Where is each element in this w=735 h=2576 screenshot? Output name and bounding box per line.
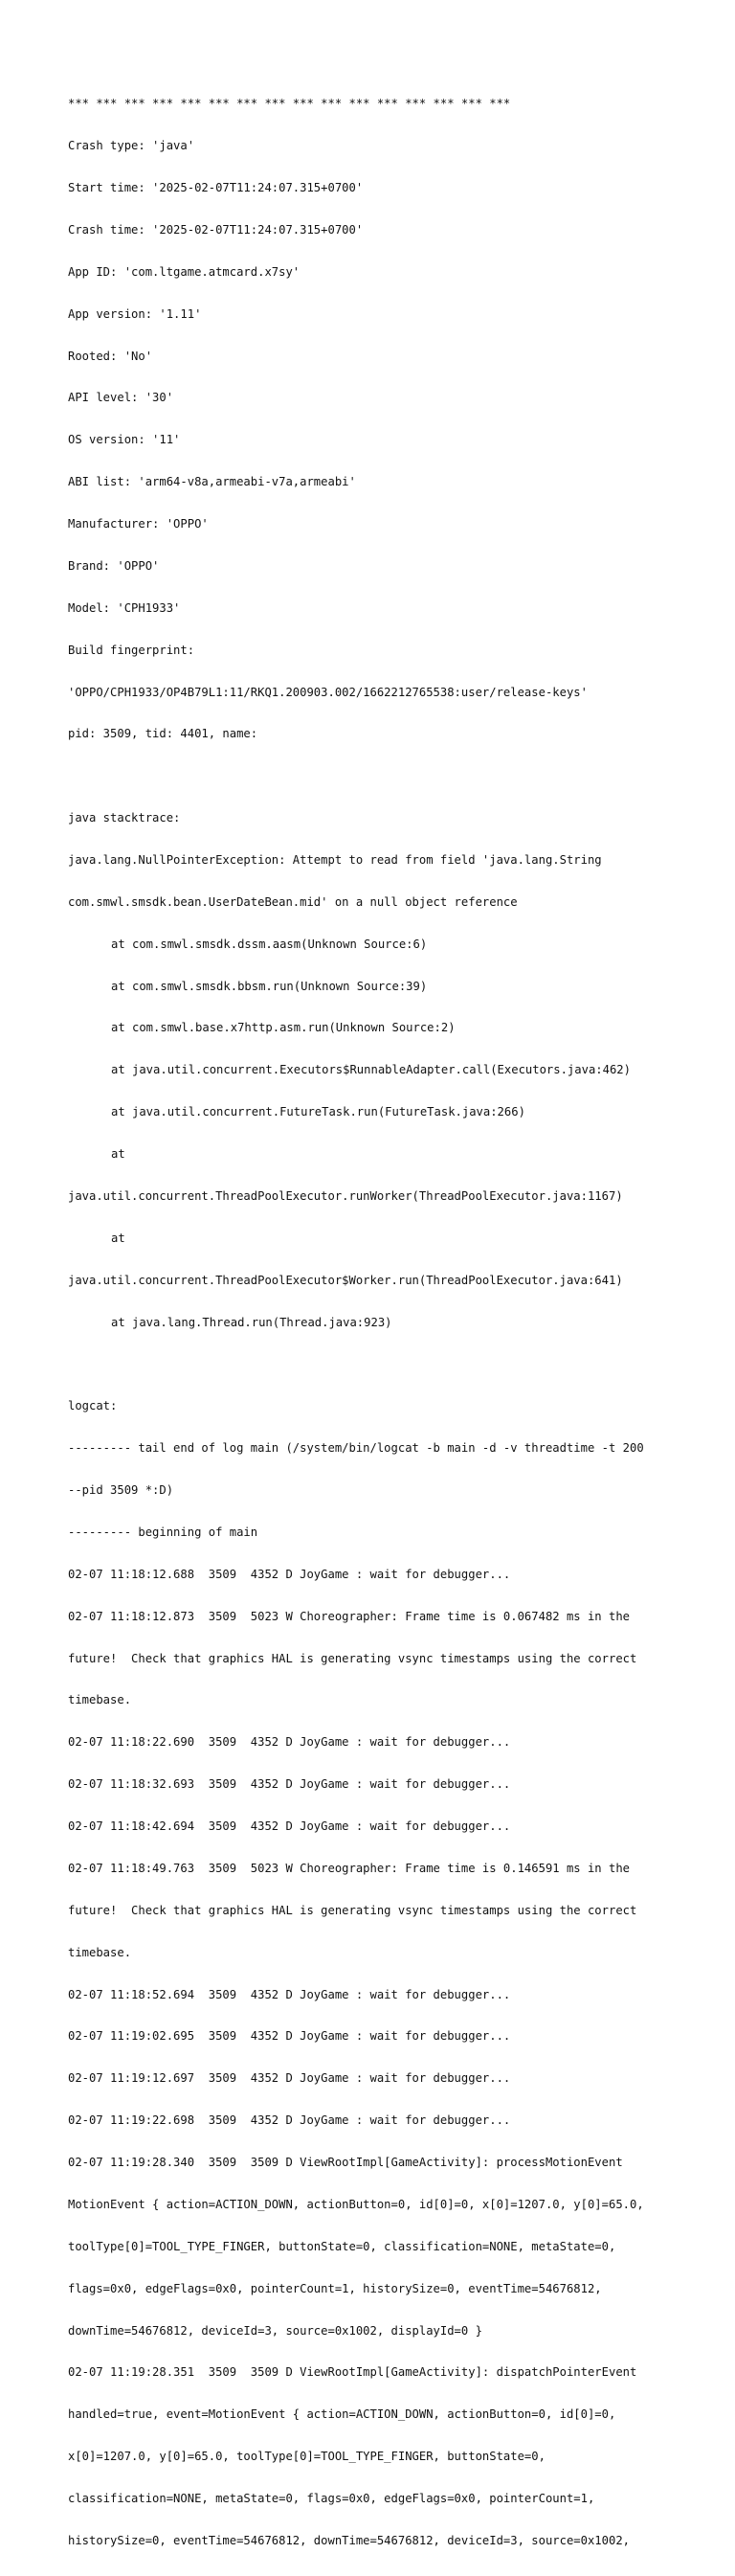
- abi-list-line: ABI list: 'arm64-v8a,armeabi-v7a,armeabi': [68, 475, 356, 489]
- build-fingerprint-label: Build fingerprint:: [68, 643, 195, 657]
- model-line: Model: 'CPH1933': [68, 600, 181, 615]
- stack-frame: at com.smwl.smsdk.bbsm.run(Unknown Source:39): [111, 979, 428, 993]
- api-level-line: API level: '30': [68, 391, 174, 405]
- stacktrace-heading: java stacktrace:: [68, 811, 181, 825]
- log-line: downTime=54676812, deviceId=3, source=0x1002, displayId=0 }: [68, 2323, 482, 2338]
- manufacturer-line: Manufacturer: 'OPPO': [68, 517, 209, 531]
- log-line: 02-07 11:18:49.763 3509 5023 W Choreographer: Frame time is 0.146591 ms in the: [68, 1861, 630, 1875]
- log-line: future! Check that graphics HAL is generating vsync timestamps using the correct: [68, 1903, 637, 1917]
- stack-frame: at com.smwl.smsdk.dssm.aasm(Unknown Source:6): [111, 937, 428, 951]
- log-line: flags=0x0, edgeFlags=0x0, pointerCount=1, historySize=0, eventTime=54676812,: [68, 2281, 602, 2295]
- log-line: classification=NONE, metaState=0, flags=0x0, edgeFlags=0x0, pointerCount=1,: [68, 2492, 595, 2506]
- log-line: 02-07 11:18:12.873 3509 5023 W Choreographer: Frame time is 0.067482 ms in the: [68, 1609, 630, 1623]
- crash-type-line: Crash type: 'java': [68, 139, 195, 153]
- log-line: timebase.: [68, 1693, 132, 1707]
- stack-frame: at: [111, 1147, 125, 1162]
- stack-frame-continuation: java.util.concurrent.ThreadPoolExecutor$Worker.run(ThreadPoolExecutor.java:641): [68, 1273, 623, 1287]
- separator-line: *** *** *** *** *** *** *** *** *** *** *** *** *** *** *** ***: [68, 97, 511, 111]
- blank-line: [68, 1357, 719, 1371]
- log-line: 02-07 11:18:12.688 3509 4352 D JoyGame : wait for debugger...: [68, 1567, 511, 1581]
- crash-time-line: Crash time: '2025-02-07T11:24:07.315+0700': [68, 222, 364, 237]
- log-line: historySize=0, eventTime=54676812, downTime=54676812, deviceId=3, source=0x1002,: [68, 2533, 630, 2547]
- stack-frame: at: [111, 1231, 125, 1245]
- app-id-line: App ID: 'com.ltgame.atmcard.x7sy': [68, 264, 301, 279]
- start-time-line: Start time: '2025-02-07T11:24:07.315+0700': [68, 181, 364, 194]
- rooted-line: Rooted: 'No': [68, 349, 153, 363]
- brand-line: Brand: 'OPPO': [68, 558, 160, 573]
- blank-line: [68, 769, 719, 783]
- log-line: 02-07 11:19:28.340 3509 3509 D ViewRootImpl[GameActivity]: processMotionEvent: [68, 2156, 623, 2170]
- log-line: 02-07 11:19:12.697 3509 4352 D JoyGame : wait for debugger...: [68, 2071, 511, 2086]
- log-line: x[0]=1207.0, y[0]=65.0, toolType[0]=TOOL_TYPE_FINGER, buttonState=0,: [68, 2450, 546, 2464]
- log-line: handled=true, event=MotionEvent { action=ACTION_DOWN, actionButton=0, id[0]=0,: [68, 2407, 616, 2422]
- stack-frame-continuation: java.util.concurrent.ThreadPoolExecutor.runWorker(ThreadPoolExecutor.java:1167): [68, 1188, 623, 1203]
- stack-frame: at java.util.concurrent.FutureTask.run(FutureTask.java:266): [111, 1105, 525, 1119]
- log-line: --------- tail end of log main (/system/bin/logcat -b main -d -v threadtime -t 200: [68, 1441, 644, 1456]
- log-line: 02-07 11:19:02.695 3509 4352 D JoyGame : wait for debugger...: [68, 2029, 511, 2044]
- stack-frame: at java.lang.Thread.run(Thread.java:923): [111, 1315, 392, 1329]
- log-line: --pid 3509 *:D): [68, 1483, 174, 1498]
- os-version-line: OS version: '11': [68, 433, 181, 447]
- build-fingerprint-value: 'OPPO/CPH1933/OP4B79L1:11/RKQ1.200903.002/1662212765538:user/release-keys': [68, 685, 588, 699]
- log-line: toolType[0]=TOOL_TYPE_FINGER, buttonState=0, classification=NONE, metaState=0,: [68, 2239, 616, 2253]
- log-line: timebase.: [68, 1945, 132, 1959]
- log-line: 02-07 11:18:32.693 3509 4352 D JoyGame : wait for debugger...: [68, 1777, 511, 1792]
- pid-line: pid: 3509, tid: 4401, name:: [68, 727, 258, 741]
- log-line: 02-07 11:18:42.694 3509 4352 D JoyGame : wait for debugger...: [68, 1819, 511, 1834]
- app-version-line: App version: '1.11': [68, 306, 202, 321]
- log-line: --------- beginning of main: [68, 1525, 258, 1539]
- log-line: 02-07 11:18:22.690 3509 4352 D JoyGame : wait for debugger...: [68, 1735, 511, 1750]
- stack-frame: at java.util.concurrent.Executors$RunnableAdapter.call(Executors.java:462): [111, 1063, 631, 1077]
- exception-line: com.smwl.smsdk.bean.UserDateBean.mid' on a null object reference: [68, 894, 518, 909]
- log-line: MotionEvent { action=ACTION_DOWN, actionButton=0, id[0]=0, x[0]=1207.0, y[0]=65.0,: [68, 2197, 644, 2211]
- exception-line: java.lang.NullPointerException: Attempt to read from field 'java.lang.String: [68, 852, 602, 867]
- log-line: 02-07 11:19:22.698 3509 4352 D JoyGame : wait for debugger...: [68, 2113, 511, 2128]
- crash-log-text: [68, 69, 719, 2576]
- log-line: future! Check that graphics HAL is generating vsync timestamps using the correct: [68, 1651, 637, 1665]
- stack-frame: at com.smwl.base.x7http.asm.run(Unknown Source:2): [111, 1021, 456, 1035]
- log-line: 02-07 11:18:52.694 3509 4352 D JoyGame : wait for debugger...: [68, 1987, 511, 2001]
- log-line: 02-07 11:19:28.351 3509 3509 D ViewRootImpl[GameActivity]: dispatchPointerEvent: [68, 2365, 637, 2380]
- logcat-heading: logcat:: [68, 1399, 118, 1413]
